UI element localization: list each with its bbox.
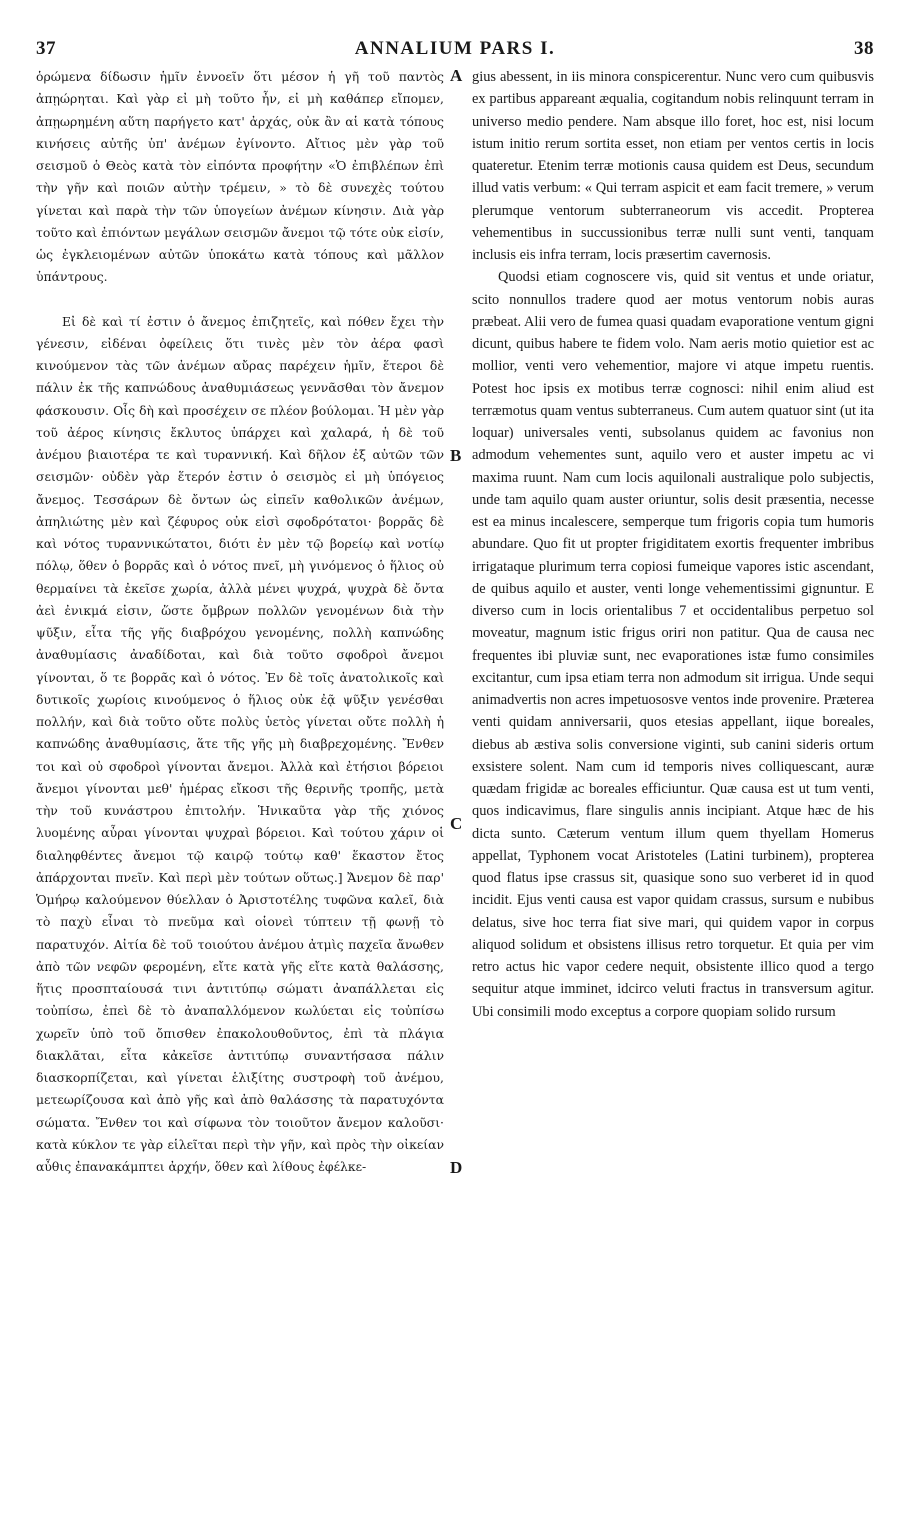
margin-marker-b: B — [450, 446, 462, 465]
page-number-right: 38 — [854, 38, 874, 59]
latin-paragraph-1: gius abessent, in iis minora conspicerentur. Nunc vero cum quibusvis ex partibus appareant æqualia, cogitandum nobis relinquunt terram in universo medio pendere. Nam absque illo foret, hoc est, nisi locum istum initio rerum sortita esset, non etiam per ventos certis in locis quateretur. Etenim terræ motionis causa quidem est Deus, secundum illud vatis verbum: « Qui terram aspicit et eam facit tremere, » verum plerumque ventorum subterraneorum vis accedit. Propterea vehementibus in succussionibus terræ nulli sunt venti, tanquam inclusis eis infra terram, locis præsertim cavernosis. — [472, 69, 874, 263]
two-column-body — [36, 66, 874, 1178]
greek-paragraph-2: Εἰ δὲ καὶ τί ἐστιν ὁ ἄνεμος ἐπιζητεῖς, καὶ πόθεν ἔχει τὴν γένεσιν, εἰδέναι ὀφείλεις ὅτι τινὲς μὲν τὸν ἀέρα φασὶ κινούμενον τὰς τῶν ἀνέμων αὔρας παρέχειν ἡμῖν, ἕτεροι δὲ πάλιν ἐκ τῆς καπνώδους ἀναθυμιάσεως γεννᾶσθαι τὸν ἄνεμον φάσκουσιν. Οἷς δὴ καὶ προσέχειν σε πλέον βούλομαι. Ἡ μὲν γὰρ τοῦ ἀέρος κίνησις ἔκλυτος ὑπάρχει καὶ χαλαρά, ἡ δὲ τοῦ ἀνέμου βιαιοτέρα τε καὶ τυραννική. Καὶ δῆλον ἐξ αὐτῶν τῶν σεισμῶν· οὐδὲν γὰρ ἕτερόν ἐστιν ὁ σεισμὸς εἰ μὴ ὑπόγειος ἄνεμος. Τεσσάρων δὲ ὄντων ὡς εἰπεῖν καθολικῶν ἀνέμων, ἀπηλιώτης μὲν καὶ ζέφυρος οὐκ εἰσὶ σφοδρότατοι· βορρᾶς δὲ καὶ νότος τυραννικώτατοι, διότι ἐν μὲν τῷ βορείῳ καὶ νοτίῳ πόλῳ, ὅθεν ὁ βορρᾶς καὶ ὁ νότος πνεῖ, μὴ γινόμενος ὁ ἥλιος οὐ θερμαίνει τὰ ἐκεῖσε χωρία, ἀλλὰ μένει ψυχρά, ψυχρὰ δὲ ὄντα ἀεὶ ἐνικμά εἰσιν, ὥστε ὄμβρων πολλῶν γενομένων διὰ τὴν ψῦξιν, εἶτα τῆς γῆς διαβρόχου γενομένης, πολλὴ καπνώδης ἀναθυμίασις ἀναδίδοται, καὶ διὰ τοῦτο σφοδροὶ ἄνεμοι γίνονται, ὅ τε βορρᾶς καὶ ὁ νότος. Ἐν δὲ τοῖς ἀνατολικοῖς καὶ δυτικοῖς χωρίοις κινούμενος ὁ ἥλιος οὐκ ἐᾷ ψῦξιν γενέσθαι πολλήν, καὶ διὰ τοῦτο οὔτε πολὺς ὑετὸς γίνεται οὔτε πολλὴ ἡ καπνώδης ἀναθυμίασις, ἅτε τῆς γῆς μὴ διαβρεχομένης. Ἔνθεν τοι καὶ οὐ σφοδροὶ γίνονται ἄνεμοι. Ἀλλὰ καὶ ἐτήσιοι βόρειοι ἄνεμοι γίνονται μεθ' ἡμέρας εἴκοσι τῆς θερινῆς τροπῆς, μετὰ τὴν τοῦ κυνάστρου ἐπιτολήν. Ἡνικαῦτα γὰρ τῆς χιόνος λυομένης αὖραι γίνονται ψυχραὶ βόρειοι. Καὶ τούτου χάριν οἱ διαληφθέντες ἄνεμοι τῷ καιρῷ τούτῳ καθ' ἕκαστον ἔτος ἀπάρχονται πνεῖν. Καὶ περὶ μὲν τούτων οὕτως.] Ἄνεμον δὲ παρ' Ὁμήρῳ καλούμενον θύελλαν ὁ Ἀριστοτέλης τυφῶνα καλεῖ, διὰ τὸ παχὺ εἶναι τὸ πνεῦμα καὶ οἱονεὶ τύπτειν τῇ φωνῇ τὸ παρατυχόν. Αἰτία δὲ τοῦ τοιούτου ἀνέμου ἀτμὶς παχεῖα ἄνωθεν ἀπὸ τῶν νεφῶν φερομένη, εἴτε κατὰ γῆς εἴτε κατὰ θαλάσσης, ἥτις προσπταίουσά τινι ἀντιτύπῳ σώματι ἀναπάλλεται εἰς τοὐπίσω, ἐπεὶ δὲ τὸ ἀναπαλλόμενον κωλύεται εἰς τοὐπίσω χωρεῖν ὑπὸ τοῦ ὄπισθεν ἐπακολουθοῦντος, ἐπὶ τὰ πλάγια διακλᾶται, εἶτα κἀκεῖσε ἀντιτύπῳ συναντήσασα πάλιν διασκορπίζεται, καὶ γίνεται ἑλιξίτης συστροφὴ τοῦ ἀνέμου, μετεωρίζουσα καὶ ἀπὸ γῆς καὶ ἀπὸ θαλάσσης τὰ παρατυχόντα σώματα. Ἔνθεν τοι καὶ σίφωνα τὸν τοιοῦτον ἄνεμον καλοῦσι· κατὰ κύκλον τε γὰρ εἱλεῖται περὶ τὴν γῆν, καὶ πρὸς τὴν οἰκείαν αὖθις ἐπανακάμπτει ἀρχήν, ὅθεν καὶ λίθους ἐφέλκε- — [36, 313, 444, 1174]
margin-marker-d: D — [450, 1158, 463, 1177]
margin-marker-a: A — [450, 66, 463, 85]
running-title: ANNALIUM PARS I. — [354, 38, 556, 59]
greek-column — [36, 66, 444, 1178]
margin-marker-c: C — [450, 814, 463, 833]
margin-markers — [444, 66, 472, 1178]
running-header — [36, 38, 874, 66]
page-number-left: 37 — [36, 38, 56, 59]
latin-column — [472, 66, 874, 1178]
greek-paragraph-1: ὁρώμενα δίδωσιν ἡμῖν ἐννοεῖν ὅτι μέσον ἡ γῆ τοῦ παντὸς ἀπῃώρηται. Καὶ γὰρ εἰ μὴ τοῦτο ἦν, εἰ μὴ καθάπερ εἴπομεν, ἀπῃωρημένη αὕτη παρήγετο κατ' ἀρχάς, οὐκ ἂν αἱ κατὰ τόπους κινήσεις αὐτῆς ὑπ' ἀνέμων ἐγίνοντο. Αἴτιος μὲν γὰρ τοῦ σεισμοῦ ὁ Θεὸς κατὰ τὸν εἰπόντα προφήτην «Ὁ ἐπιβλέπων ἐπὶ τὴν γῆν καὶ ποιῶν αὐτὴν τρέμειν, » τὸ δὲ συνεχὲς τούτου γίνεται καὶ παρὰ τὴν τῶν ὑπογείων ἀνέμων κίνησιν. Διὰ γὰρ τοῦτο καὶ ἐπιόντων μεγάλων σεισμῶν ἄνεμοι τῷ τότε οὐκ εἰσίν, ὡς ἐγκλειομένων αὐτῶν ὑποκάτω κατὰ τόπους καὶ μᾶλλον ὑπάντρους. — [36, 69, 444, 285]
latin-paragraph-2: Quodsi etiam cognoscere vis, quid sit ventus et unde oriatur, scito nonnullos tradere quod aer motus ventorum nobis auras præbeat. Alii vero de fumea quasi quadam evaporatione ventum gigni dicunt, quibus habere te fidem volo. Nam aeris motio quietior est ac mollior, venti vero vehementior, majore vi atque impetu ruentis. Potest hoc ipsis ex motibus terræ cognosci: nihil enim aliud est terræmotus quam ventus subterraneus. Cum autem quatuor sint (ut ita loquar) universales venti, subsolanus quidem ac favonius non admodum vehementes sunt, aquilo vero et auster impetu ac vi maxima ruunt. Nam cum locis aquilonali australique polo subjectis, unde tam aquilo quam auster oriuntur, solis desit præsentia, necesse est ea minus incalescere, semperque tum frigoris copia tum humoris abundare. Quo fit ut propter frigiditatem exortis frequenter imbribus irrigataque plurimum terra copiosi fumeique vapores istic ascendant, de quibus aquilo et auster, venti longe vehementissimi gignuntur. E diverso cum in locis orientalibus 7 et occidentalibus perpetuo sol moveatur, magnum istic frigus oriri non patitur. Qua de causa nec frequentes ibi pluviæ sunt, nec evaporationes istæ fumo consimiles excitantur, cum ipsa etiam terra non admodum sit irrigua. Unde sequi animadvertis non acres impetuososve ventos inde provenire. Præterea venti quidam anniversarii, quos etesias appellant, iique boreales, diebus ab æstiva solis conversione viginti, sub canini sideris ortum exsistere solent. Nam cum id temporis nives colliquescant, auræ quædam frigidæ ac boreales efficiuntur. Quæ causa est ut tum venti, quos indicavimus, flare singulis annis incipiant. Atque hæc de his dicta sunto. Cæterum ventum illum quem thyellam Homerus appellat, Typhonem vocat Aristoteles (Latini turbinem), propterea quod flatus ipse crassus sit, quasique sono suo verberet id in quod incidit. Ejus venti causa est vapor quidam crassus, sursum e nubibus delatus, sive hoc terra fiat sive mari, qui quidem vapor in corpus aliquod solidum et obsistens illisus retro torquetur. Et quia per vim retro actus hic vapor cedere nequit, obsistente illico quod a tergo sequitur atque imminet, idcirco veluti fractus in transversum agitur. Ubi consimili modo exceptus a corpore quopiam solido rursum — [472, 269, 874, 1020]
